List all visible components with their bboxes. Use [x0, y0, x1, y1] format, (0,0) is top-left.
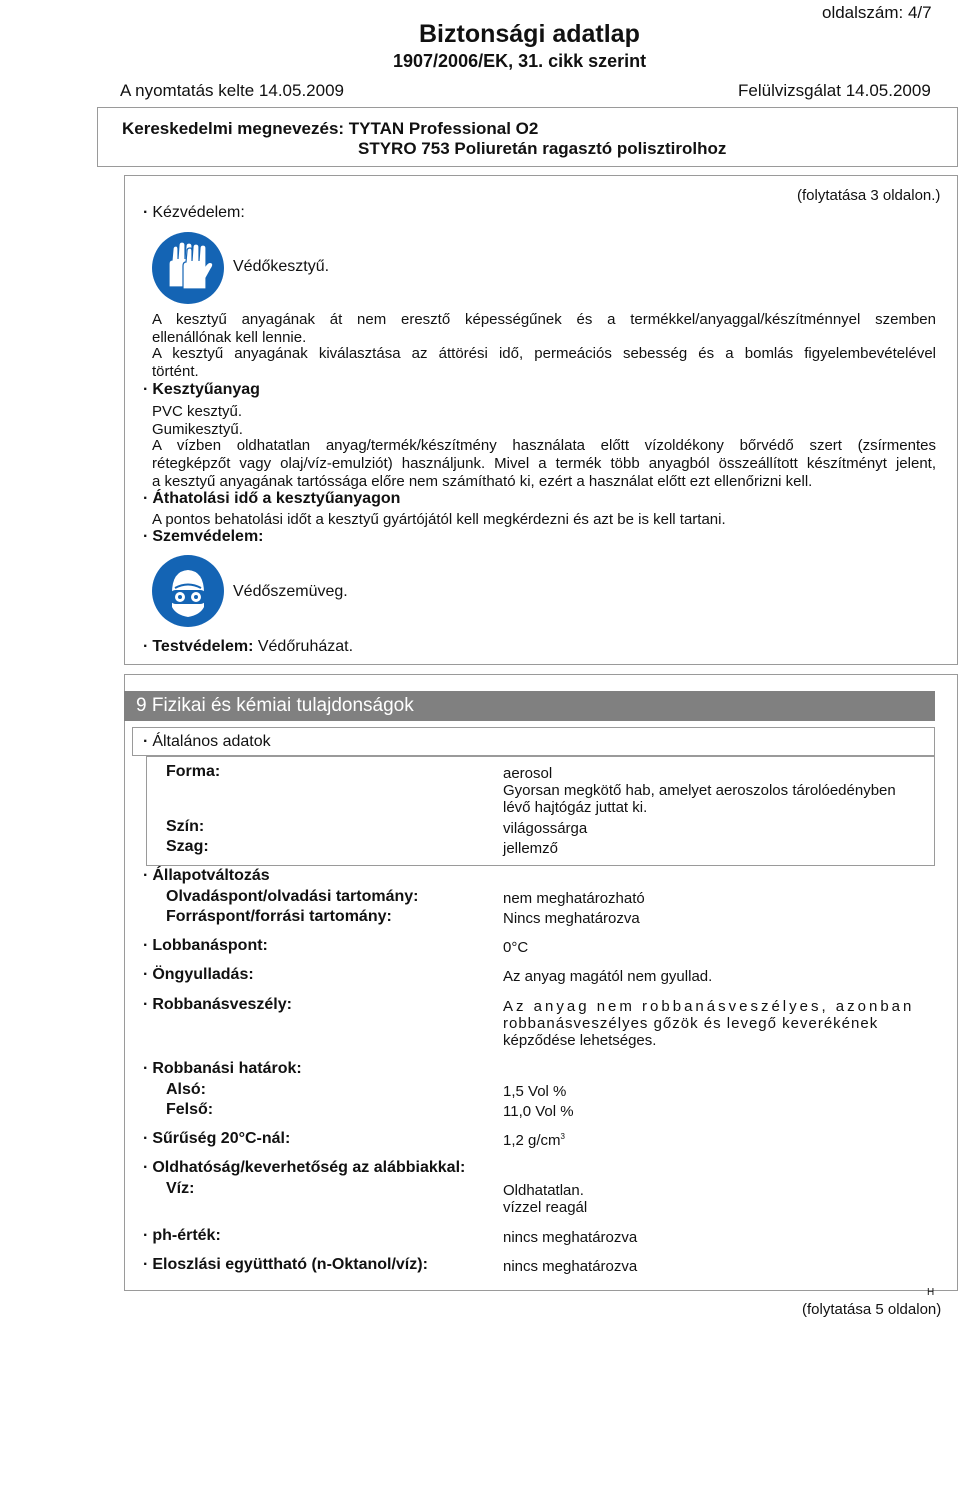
partition-value: nincs meghatározva	[503, 1258, 638, 1275]
section9-heading: 9 Fizikai és kémiai tulajdonságok	[124, 691, 935, 721]
color-value: világossárga	[503, 820, 588, 837]
para2-line2: történt.	[152, 363, 199, 380]
upper-limit-label: Felső:	[166, 1101, 214, 1118]
explosion-line2: robbanásveszélyes gőzök és levegő keverékének	[503, 1015, 879, 1032]
glove-material-2: Gumikesztyű.	[152, 421, 243, 438]
flash-point-label: · Lobbanáspont:	[143, 937, 268, 954]
state-change-label: · Állapotváltozás	[143, 867, 270, 884]
glove-selection-paragraph	[152, 345, 936, 381]
goggles-icon	[152, 555, 224, 627]
form-note-line1: Gyorsan megkötő hab, amelyet aeroszolos tárolóedényben	[503, 782, 896, 799]
ignition-value: Az anyag magától nem gyullad.	[503, 968, 713, 985]
solubility-label: · Oldhatóság/keverhetőség az alábbiakkal:	[143, 1159, 466, 1176]
eye-protection-label: · Szemvédelem:	[143, 528, 264, 545]
form-label: Forma:	[166, 763, 221, 780]
explosion-line3: képződése lehetséges.	[503, 1032, 657, 1049]
ignition-label: · Öngyulladás:	[143, 966, 254, 983]
penetration-label: · Áthatolási idő a kesztyűanyagon	[143, 490, 401, 507]
continued-to: (folytatása 5 oldalon)	[802, 1301, 942, 1318]
page-number: oldalszám: 4/7	[822, 3, 932, 22]
form-note-line2: lévő hajtógáz juttat ki.	[503, 799, 648, 816]
flash-point-value: 0°C	[503, 939, 529, 956]
form-value: aerosol	[503, 765, 553, 782]
color-label: Szín:	[166, 818, 205, 835]
glove-material-1: PVC kesztyű.	[152, 403, 243, 420]
general-data-label: · Általános adatok	[143, 733, 271, 750]
para3-line1: A vízben oldhatatlan anyag/termék/készítmény használata előtt vízoldékony bőrvédő szert (zsírmentes	[152, 437, 936, 454]
ph-value: nincs meghatározva	[503, 1229, 638, 1246]
partition-label: · Eloszlási együttható (n-Oktanol/víz):	[143, 1256, 428, 1273]
glove-material-label: · Kesztyűanyag	[143, 381, 260, 398]
para3-line2: rétegképzőt vagy olaj/víz-emulziót) használjunk. Mivel a termék több anyagból összeállított készítményt jelent,	[152, 455, 936, 472]
ph-label: · ph-érték:	[143, 1227, 221, 1244]
explosion-label: · Robbanásveszély:	[143, 996, 292, 1013]
odor-value: jellemző	[503, 840, 559, 857]
continued-from: (folytatása 3 oldalon.)	[797, 187, 941, 204]
water-value-1: Oldhatatlan.	[503, 1182, 584, 1199]
water-value-2: vízzel reagál	[503, 1199, 588, 1216]
trade-name-label: Kereskedelmi megnevezés: TYTAN Professional O2	[122, 119, 539, 138]
para1-line2: ellenállónak kell lennie.	[152, 329, 307, 346]
para1-line1: A kesztyű anyagának át nem eresztő képességűnek és a termékkel/anyaggal/készítménnyel szemben	[152, 311, 936, 328]
gloves-icon	[152, 232, 224, 304]
print-date: A nyomtatás kelte 14.05.2009	[120, 81, 344, 100]
melting-label: Olvadáspont/olvadási tartomány:	[166, 888, 419, 905]
skin-protection-paragraph	[152, 437, 936, 491]
document-title: Biztonsági adatlap	[419, 20, 640, 48]
penetration-text: A pontos behatolási időt a kesztyű gyártójától kell megkérdezni és azt be is kell tartani.	[152, 511, 726, 528]
boiling-value: Nincs meghatározva	[503, 910, 640, 927]
body-protection: · Testvédelem: Védőruházat.	[143, 638, 354, 655]
general-data-row	[132, 727, 935, 756]
explosion-limits-label: · Robbanási határok:	[143, 1060, 302, 1077]
para2-line1: A kesztyű anyagának kiválasztása az áttörési idő, permeációs sebesség és a bomlás figyelembevételével	[152, 345, 936, 362]
gloves-icon-text: Védőkesztyű.	[233, 258, 330, 275]
hand-protection-label: · Kézvédelem:	[143, 204, 245, 221]
upper-limit-value: 11,0 Vol %	[503, 1103, 574, 1120]
melting-value: nem meghatározható	[503, 890, 645, 907]
density-label: · Sűrűség 20°C-nál:	[143, 1130, 291, 1147]
goggles-icon-text: Védőszemüveg.	[233, 583, 348, 600]
trade-name-line2: STYRO 753 Poliuretán ragasztó polisztirolhoz	[358, 139, 727, 158]
odor-label: Szag:	[166, 838, 209, 855]
lower-limit-label: Alsó:	[166, 1081, 206, 1098]
review-date: Felülvizsgálat 14.05.2009	[738, 81, 931, 100]
footer-mark: H	[927, 1287, 935, 1298]
glove-material-paragraph	[152, 311, 936, 347]
para3-line3: a kesztyű anyagának tartóssága előre nem számítható ki, ezért a használat előtt ezt ellenőrizni kell.	[152, 473, 813, 490]
lower-limit-value: 1,5 Vol %	[503, 1083, 567, 1100]
density-value: 1,2 $g/cm^3$	[503, 1132, 565, 1149]
document-subtitle: 1907/2006/EK, 31. cikk szerint	[393, 51, 647, 71]
water-label: Víz:	[166, 1180, 195, 1197]
boiling-label: Forráspont/forrási tartomány:	[166, 908, 392, 925]
trade-name-box	[97, 107, 958, 167]
explosion-line1: Az anyag nem robbanásveszélyes, azonban	[503, 998, 915, 1015]
